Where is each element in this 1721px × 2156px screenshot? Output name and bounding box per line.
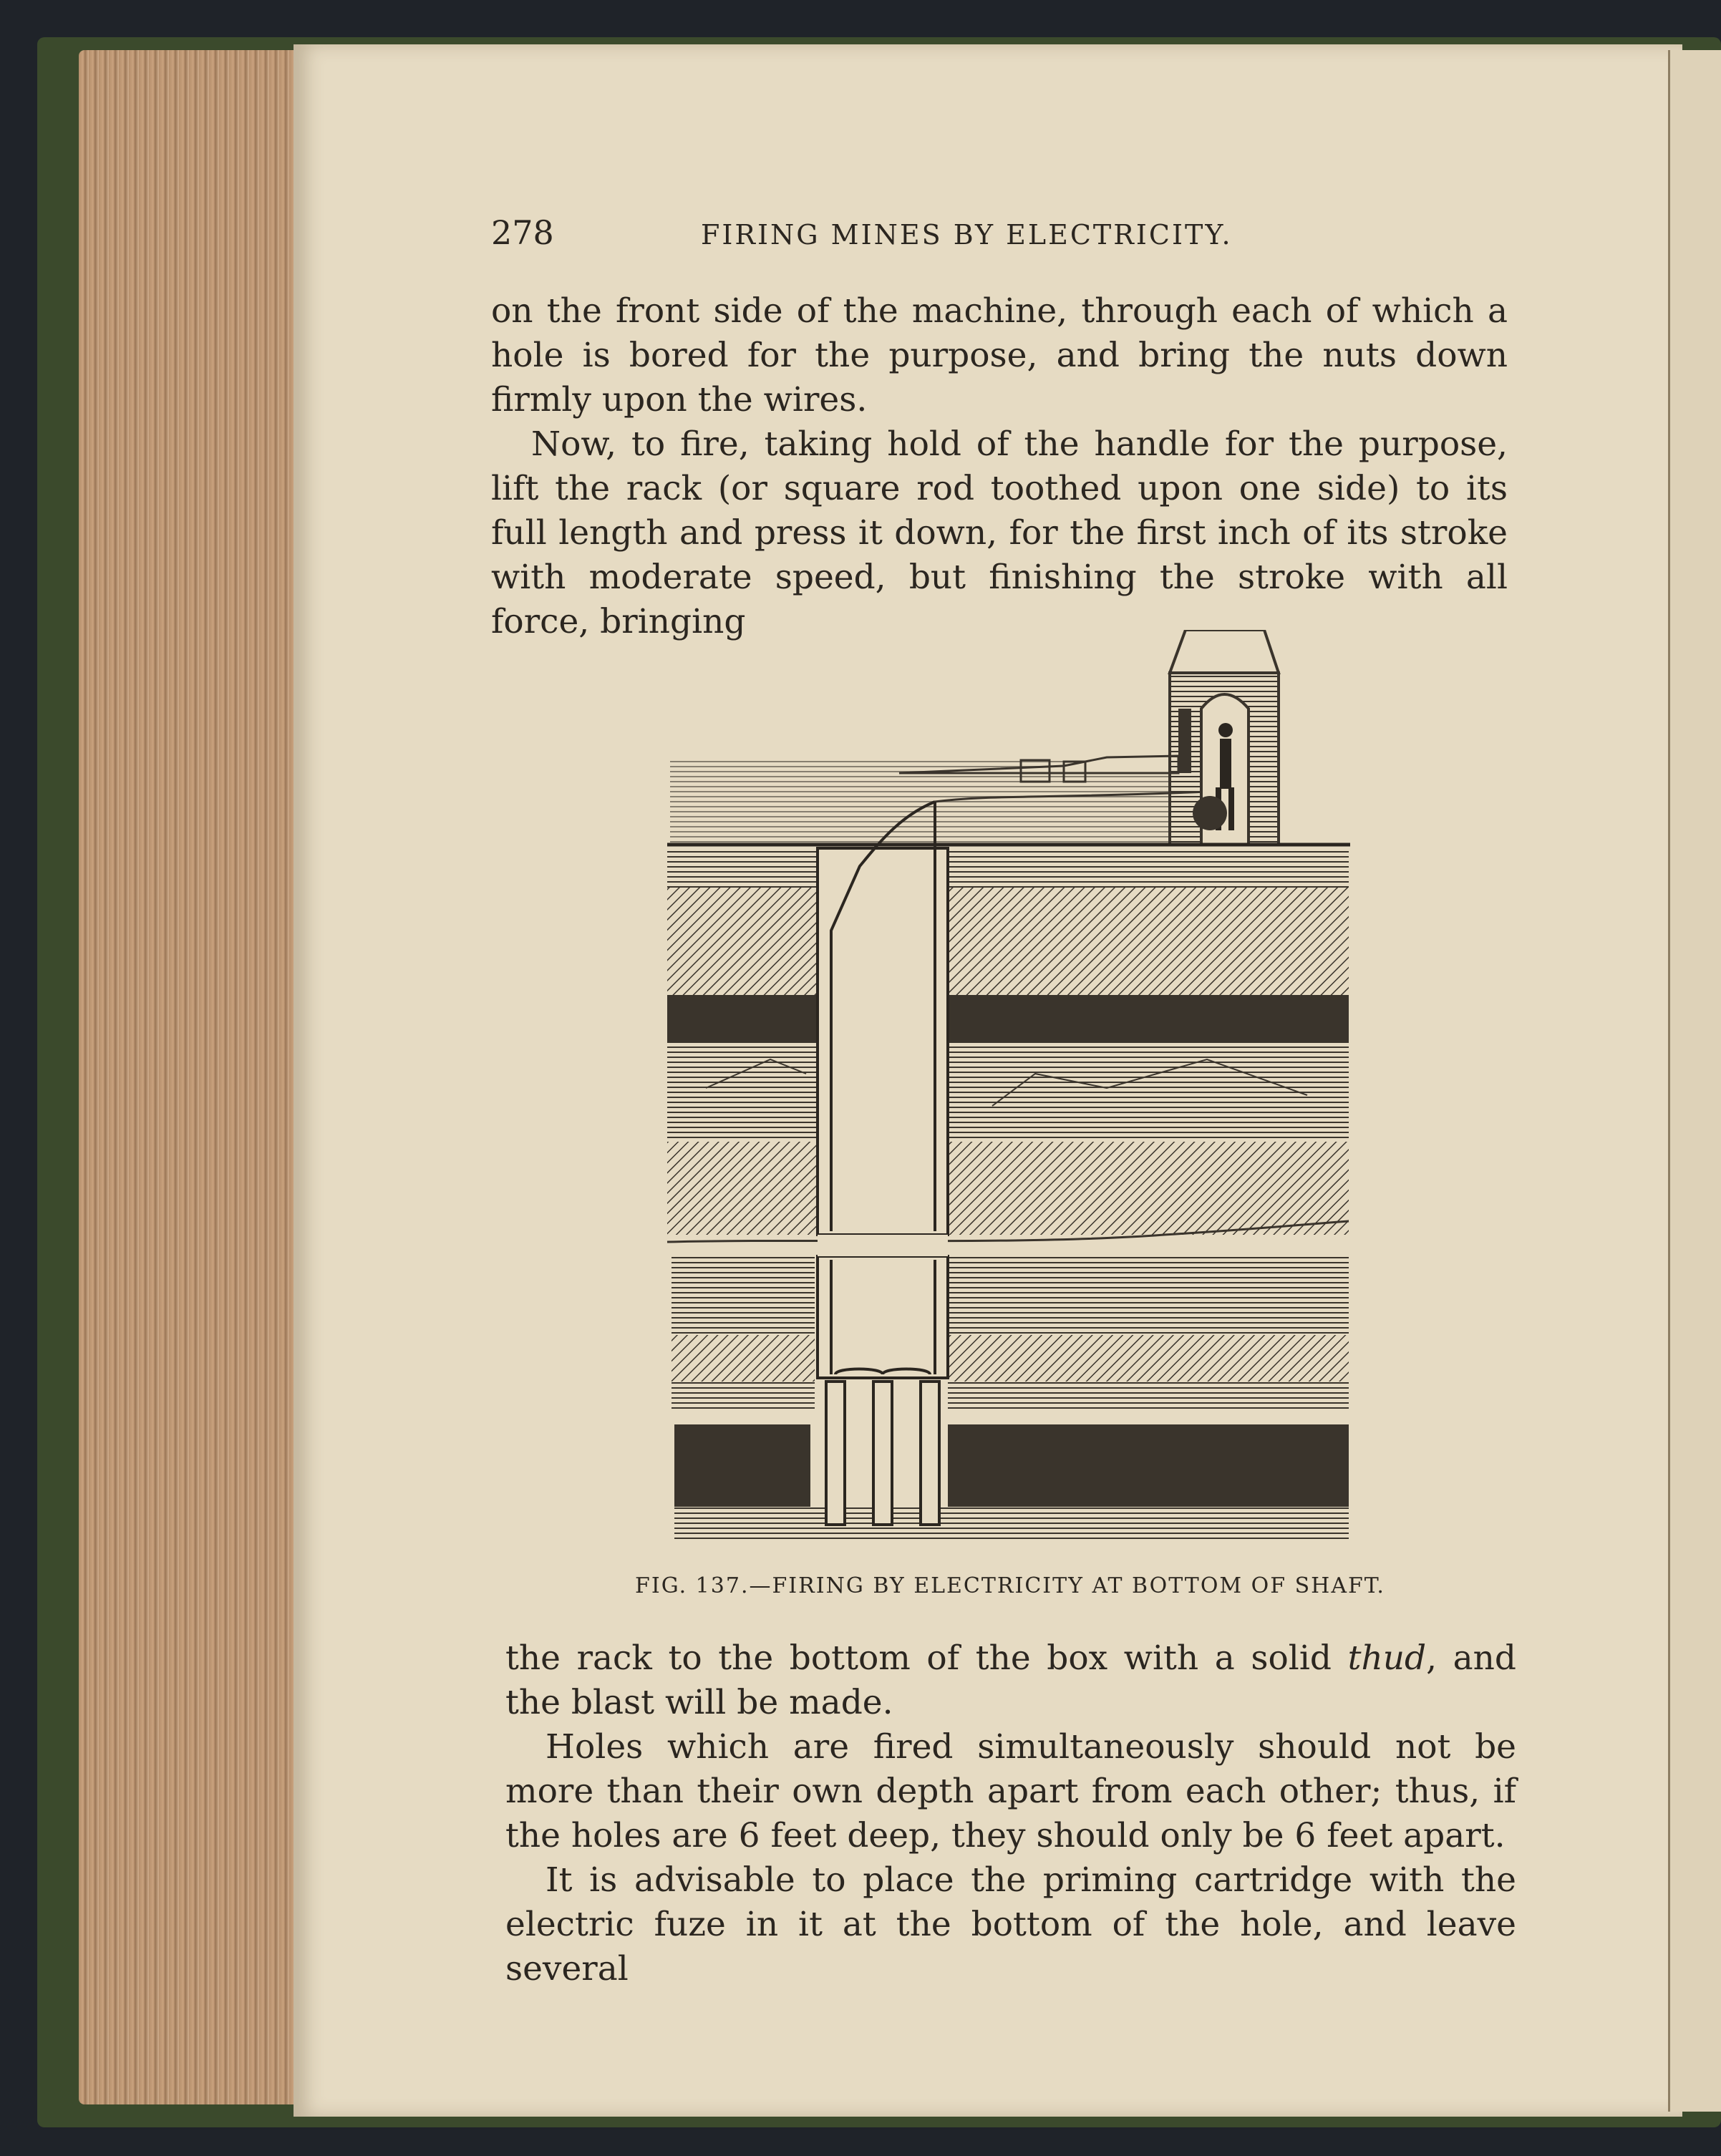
- page-header: [491, 213, 1501, 256]
- paragraph: on the front side of the machine, through each of which a hole is bored for the purpose, and bring the nuts down firmly upon the wires.: [491, 291, 1508, 419]
- rock-strata: [667, 848, 1349, 1539]
- text-block-bottom: [505, 1636, 1516, 1991]
- page-edges: [79, 50, 294, 2104]
- text-block-top: [491, 289, 1508, 644]
- paragraph: [505, 1636, 1516, 1725]
- page-number: 278: [491, 213, 554, 252]
- surface-landscape: [670, 756, 1228, 845]
- figure-caption: FIG. 137.—FIRING BY ELECTRICITY AT BOTTOM OF SHAFT.: [635, 1573, 1385, 1598]
- blast-holes: [826, 1369, 939, 1525]
- paragraph: It is advisable to place the priming cartridge with the electric fuze in it at the bottom of the hole, and leave several: [505, 1860, 1516, 1989]
- facing-page-edge: [1668, 50, 1721, 2112]
- mine-shaft-illustration: [663, 630, 1353, 1546]
- shaft: [818, 848, 948, 1378]
- paragraph: Now, to fire, taking hold of the handle for the purpose, lift the rack (or square rod toothed upon one side) to its full length and press it down, for the first inch of its stroke with moderate speed, but finishing the stroke with all force, bringing: [491, 424, 1508, 641]
- paragraph: Holes which are fired simultaneously should not be more than their own depth apart from each other; thus, if the holes are 6 feet deep, they should only be 6 feet apart.: [505, 1727, 1516, 1855]
- italic-word: thud: [1347, 1638, 1427, 1678]
- figure-137: [663, 630, 1353, 1546]
- running-head: FIRING MINES BY ELECTRICITY.: [701, 219, 1233, 251]
- paragraph-start: the rack to the bottom of the box with a solid: [505, 1638, 1348, 1678]
- paragraph-end: , and the blast will be made.: [505, 1638, 1516, 1722]
